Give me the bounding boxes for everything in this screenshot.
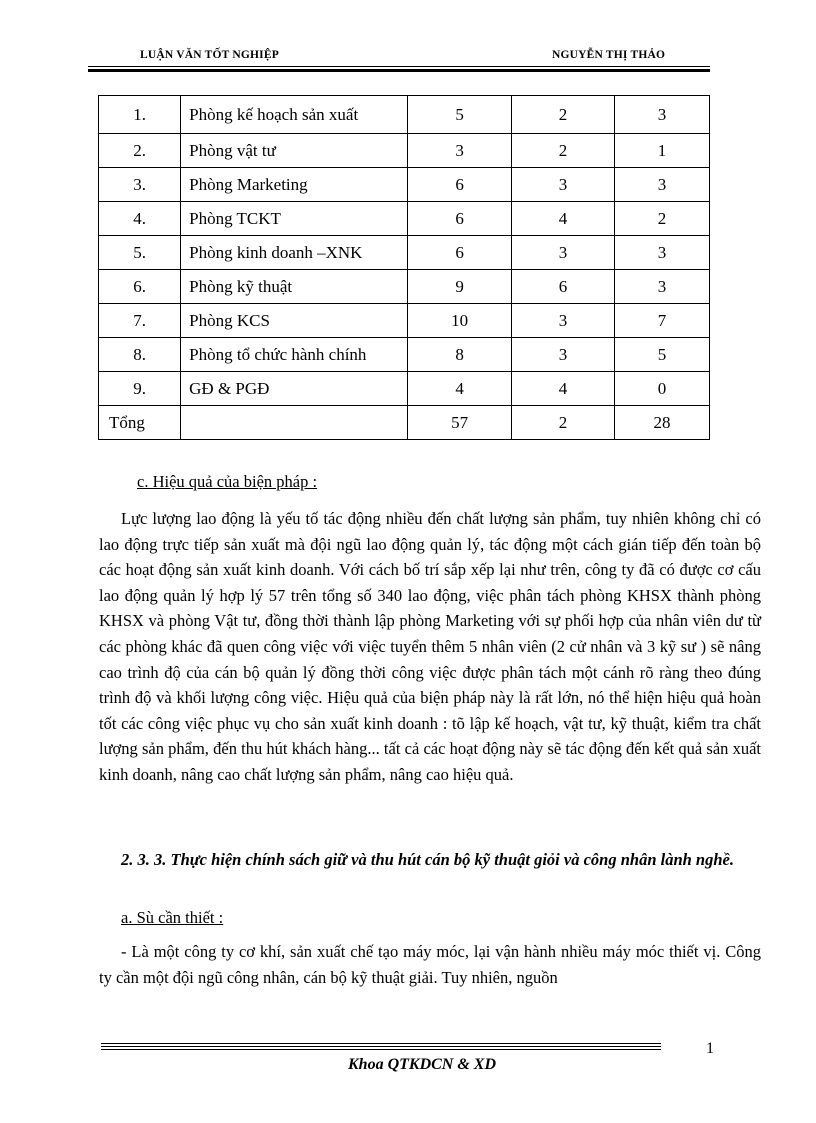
section-233-heading: 2. 3. 3. Thực hiện chính sách giữ và thu hút cán bộ kỹ thuật giỏi và công nhân lành nghề. bbox=[121, 850, 734, 869]
header-rule-top bbox=[88, 66, 710, 67]
header-rule-bottom bbox=[88, 69, 710, 72]
table-row bbox=[99, 96, 710, 134]
table-cell-c: 3 bbox=[615, 270, 710, 304]
table-cell-a: 10 bbox=[408, 304, 512, 338]
table-cell-a: 6 bbox=[408, 236, 512, 270]
footer-rule-top bbox=[101, 1043, 661, 1044]
table-row bbox=[99, 372, 710, 406]
table-cell-a: 9 bbox=[408, 270, 512, 304]
page-number: 1 bbox=[706, 1040, 714, 1057]
table-row bbox=[99, 236, 710, 270]
total-cell-label: Tổng bbox=[99, 406, 181, 440]
table-cell-a: 6 bbox=[408, 168, 512, 202]
table-row bbox=[99, 202, 710, 236]
table-cell-c: 3 bbox=[615, 168, 710, 202]
table-cell-b: 3 bbox=[511, 168, 614, 202]
header-author-title: LUẬN VĂN TỐT NGHIỆP bbox=[140, 49, 279, 61]
table-cell-name: Phòng kỹ thuật bbox=[181, 270, 408, 304]
table-row bbox=[99, 338, 710, 372]
table-row bbox=[99, 270, 710, 304]
table-cell-b: 6 bbox=[511, 270, 614, 304]
table-cell-no: 9. bbox=[99, 372, 181, 406]
section-233-subheading: a. Sù cần thiết : bbox=[121, 908, 224, 927]
table-cell-no: 8. bbox=[99, 338, 181, 372]
total-cell-name bbox=[181, 406, 408, 440]
table-cell-no: 4. bbox=[99, 202, 181, 236]
table-cell-c: 1 bbox=[615, 134, 710, 168]
table-cell-name: Phòng kinh doanh –XNK bbox=[181, 236, 408, 270]
section-233-paragraph: - Là một công ty cơ khí, sản xuất chế tạo máy móc, lại vận hành nhiều máy móc thiết vị. Công ty cần một đội ngũ công nhân, cán bộ kỹ thuật giải. Tuy nhiên, nguồn bbox=[99, 942, 761, 987]
table-cell-no: 6. bbox=[99, 270, 181, 304]
table-cell-a: 5 bbox=[408, 96, 512, 134]
staff-table-body bbox=[99, 96, 710, 440]
table-cell-c: 0 bbox=[615, 372, 710, 406]
table-cell-a: 6 bbox=[408, 202, 512, 236]
table-cell-name: Phòng vật tư bbox=[181, 134, 408, 168]
table-cell-b: 3 bbox=[511, 304, 614, 338]
table-cell-b: 3 bbox=[511, 338, 614, 372]
total-cell-b: 2 bbox=[511, 406, 614, 440]
table-cell-name: Phòng KCS bbox=[181, 304, 408, 338]
section-c-paragraph: Lực lượng lao động là yếu tố tác động nhiều đến chất lượng sản phẩm, tuy nhiên không chỉ có lao động trực tiếp sản xuất mà đội ngũ lao động quản lý, tác động một cách gián tiếp đến toàn bộ các hoạt động sản xuất kinh doanh. Với cách bố trí sắp xếp lại như trên, công ty đã có được cơ cấu lao động quản lý hợp lý 57 trên tổng số 340 lao động, việc phân tách phòng KHSX thành phòng KHSX và phòng Vật tư, đồng thời thành lập phòng Marketing với sự phối hợp của nhân viên dư từ các phòng khác đã quen công việc với việc tuyển thêm 5 nhân viên (2 cử nhân và 3 kỹ sư ) sẽ nâng cao trình độ của cán bộ quản lý đồng thời công việc được phân tách một cánh rõ ràng theo đúng trình độ và khối lượng công việc. Hiệu quả của biện pháp này là rất lớn, nó thể hiện hiệu quả hoàn tốt các công việc phục vụ cho sản xuất kinh doanh : tõ lập kế hoạch, vật tư, kỹ thuật, kiểm tra chất lượng sản phẩm, đến thu hút khách hàng... tất cả các hoạt động này sẽ tác động đến kết quả sản xuất kinh doanh, nâng cao chất lượng sản phẩm, nâng cao hiệu quả. bbox=[99, 509, 761, 784]
table-cell-name: Phòng tổ chức hành chính bbox=[181, 338, 408, 372]
table-cell-a: 8 bbox=[408, 338, 512, 372]
table-cell-no: 5. bbox=[99, 236, 181, 270]
header-author-name: NGUYỄN THỊ THẢO bbox=[552, 49, 666, 61]
table-cell-b: 3 bbox=[511, 236, 614, 270]
table-cell-no: 2. bbox=[99, 134, 181, 168]
footer-faculty: Khoa QTKDCN & XD bbox=[348, 1056, 497, 1073]
table-row bbox=[99, 304, 710, 338]
total-cell-c: 28 bbox=[615, 406, 710, 440]
table-cell-name: Phòng TCKT bbox=[181, 202, 408, 236]
total-cell-a: 57 bbox=[408, 406, 512, 440]
footer-rule-bottom bbox=[101, 1049, 661, 1050]
table-row bbox=[99, 134, 710, 168]
table-cell-no: 3. bbox=[99, 168, 181, 202]
table-cell-c: 7 bbox=[615, 304, 710, 338]
table-cell-no: 1. bbox=[99, 96, 181, 134]
footer-rule-middle bbox=[101, 1046, 661, 1047]
table-total-row bbox=[99, 406, 710, 440]
table-cell-c: 2 bbox=[615, 202, 710, 236]
table-cell-b: 2 bbox=[511, 134, 614, 168]
table-cell-c: 3 bbox=[615, 96, 710, 134]
table-cell-name: Phòng kế hoạch sản xuất bbox=[181, 96, 408, 134]
table-cell-b: 4 bbox=[511, 372, 614, 406]
table-cell-c: 5 bbox=[615, 338, 710, 372]
table-cell-name: GĐ & PGĐ bbox=[181, 372, 408, 406]
table-cell-b: 4 bbox=[511, 202, 614, 236]
table-row bbox=[99, 168, 710, 202]
table-cell-b: 2 bbox=[511, 96, 614, 134]
section-c-heading: c. Hiệu quả của biện pháp : bbox=[137, 472, 318, 491]
table-cell-a: 3 bbox=[408, 134, 512, 168]
table-cell-name: Phòng Marketing bbox=[181, 168, 408, 202]
table-cell-no: 7. bbox=[99, 304, 181, 338]
staff-table bbox=[98, 95, 710, 440]
table-cell-c: 3 bbox=[615, 236, 710, 270]
table-cell-a: 4 bbox=[408, 372, 512, 406]
